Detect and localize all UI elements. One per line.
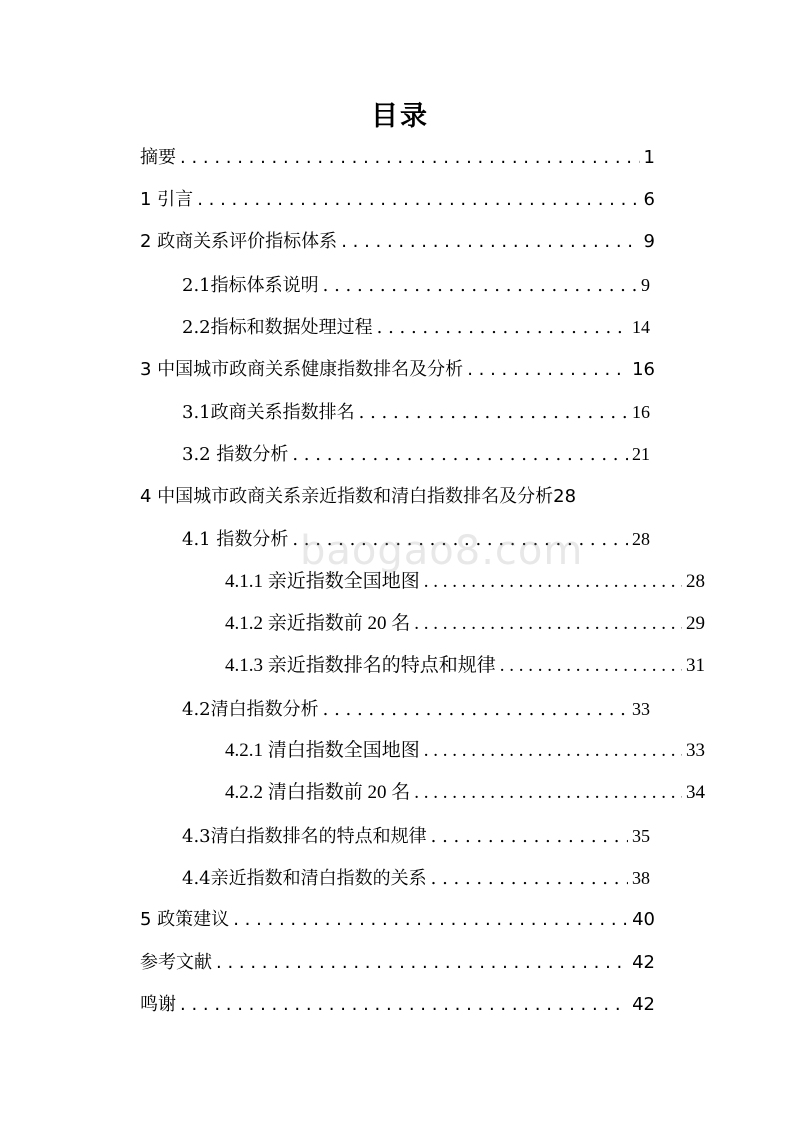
toc-entry-page: 28 (686, 571, 705, 592)
toc-entry-4-2-1[interactable] (225, 739, 705, 763)
toc-entry-page: 31 (686, 655, 705, 676)
toc-leader-dots (431, 867, 628, 891)
toc-entry-chapter-2[interactable] (140, 230, 655, 254)
toc-entry-page: 33 (686, 740, 705, 761)
toc-entry-2-1[interactable] (182, 273, 650, 298)
toc-entry-4-4[interactable] (182, 866, 650, 891)
toc-entry-label: 5 政策建议 (140, 909, 230, 930)
toc-entry-page: 42 (632, 994, 655, 1015)
toc-leader-dots (359, 401, 628, 425)
toc-entry-page: 34 (686, 782, 705, 803)
toc-entry-references[interactable] (140, 951, 655, 975)
toc-entry-3-2[interactable] (182, 442, 650, 467)
toc-leader-dots (414, 781, 682, 805)
watermark-text: baogao8.com (300, 528, 584, 574)
toc-entry-label: 4.1 指数分析 (182, 529, 289, 550)
toc-entry-label: 3.1政商关系指数排名 (182, 402, 355, 423)
toc-entry-4-1[interactable] (182, 527, 650, 552)
toc-entry-label: 4.1.2 亲近指数前 20 名 (225, 613, 411, 634)
toc-leader-dots (341, 230, 639, 254)
toc-leader-dots (431, 825, 628, 849)
toc-entry-page: 14 (632, 317, 650, 337)
toc-entry-label: 3 中国城市政商关系健康指数排名及分析 (140, 359, 464, 380)
toc-entry-4-3[interactable] (182, 824, 650, 849)
toc-leader-dots (180, 146, 640, 170)
toc-entry-label: 2 政商关系评价指标体系 (140, 231, 338, 252)
toc-entry-page: 21 (632, 444, 650, 464)
toc-leader-dots (323, 698, 628, 722)
toc-entry-page: 28 (632, 529, 650, 549)
toc-entry-4-1-3[interactable] (225, 654, 705, 678)
toc-entry-page: 9 (641, 275, 650, 295)
toc-entry-label: 4.1.1 亲近指数全国地图 (225, 571, 420, 592)
toc-leader-dots (292, 528, 628, 552)
toc-leader-dots (500, 654, 682, 678)
toc-entry-label: 2.1指标体系说明 (182, 275, 319, 296)
toc-entry-label: 1 引言 (140, 189, 194, 210)
toc-leader-dots (216, 951, 628, 975)
toc-entry-label: 鸣谢 (140, 994, 176, 1015)
toc-entry-label: 摘要 (140, 147, 176, 168)
toc-entry-chapter-4[interactable] (140, 485, 680, 509)
toc-entry-page: 33 (632, 699, 650, 719)
toc-leader-dots (377, 316, 628, 340)
toc-entry-page: 35 (632, 826, 650, 846)
toc-leader-dots (292, 443, 628, 467)
toc-entry-page: 38 (632, 868, 650, 888)
toc-entry-label: 参考文献 (140, 952, 212, 973)
toc-leader-dots (414, 612, 682, 636)
toc-entry-label: 4.2.2 清白指数前 20 名 (225, 782, 411, 803)
toc-entry-page: 42 (632, 952, 655, 973)
toc-entry-label: 2.2指标和数据处理过程 (182, 317, 373, 338)
toc-entry-label: 4.2.1 清白指数全国地图 (225, 740, 420, 761)
toc-entry-abstract[interactable] (140, 146, 655, 170)
toc-entry-page: 28 (553, 486, 577, 507)
toc-entry-page: 16 (632, 402, 650, 422)
toc-entry-page: 1 (643, 147, 655, 168)
toc-leader-dots (180, 993, 628, 1017)
toc-entry-page: 9 (643, 231, 655, 252)
toc-leader-dots (424, 570, 682, 594)
toc-leader-dots (197, 188, 639, 212)
toc-entry-label: 4 中国城市政商关系亲近指数和清白指数排名及分析 (140, 486, 554, 507)
toc-entry-page: 40 (632, 909, 655, 930)
toc-entry-label: 3.2 指数分析 (182, 444, 289, 465)
toc-entry-4-2-2[interactable] (225, 781, 705, 805)
toc-entry-label: 4.1.3 亲近指数排名的特点和规律 (225, 655, 496, 676)
toc-entry-chapter-3[interactable] (140, 358, 655, 382)
toc-leader-dots (424, 739, 682, 763)
toc-entry-3-1[interactable] (182, 400, 650, 425)
toc-entry-page: 29 (686, 613, 705, 634)
toc-entry-2-2[interactable] (182, 315, 650, 340)
toc-entry-label: 4.4亲近指数和清白指数的关系 (182, 868, 427, 889)
toc-entry-4-1-1[interactable] (225, 570, 705, 594)
toc-entry-chapter-5[interactable] (140, 908, 655, 932)
toc-entry-4-2[interactable] (182, 697, 650, 722)
toc-entry-page: 16 (632, 359, 655, 380)
toc-leader-dots (233, 908, 628, 932)
toc-entry-page: 6 (643, 189, 655, 210)
toc-leader-dots (467, 358, 628, 382)
toc-title: 目录 (371, 101, 429, 132)
toc-entry-label: 4.3清白指数排名的特点和规律 (182, 826, 427, 847)
toc-entry-acknowledgements[interactable] (140, 993, 655, 1017)
toc-entry-label: 4.2清白指数分析 (182, 699, 319, 720)
toc-entry-4-1-2[interactable] (225, 612, 705, 636)
toc-entry-introduction[interactable] (140, 188, 655, 212)
toc-leader-dots (323, 274, 637, 298)
